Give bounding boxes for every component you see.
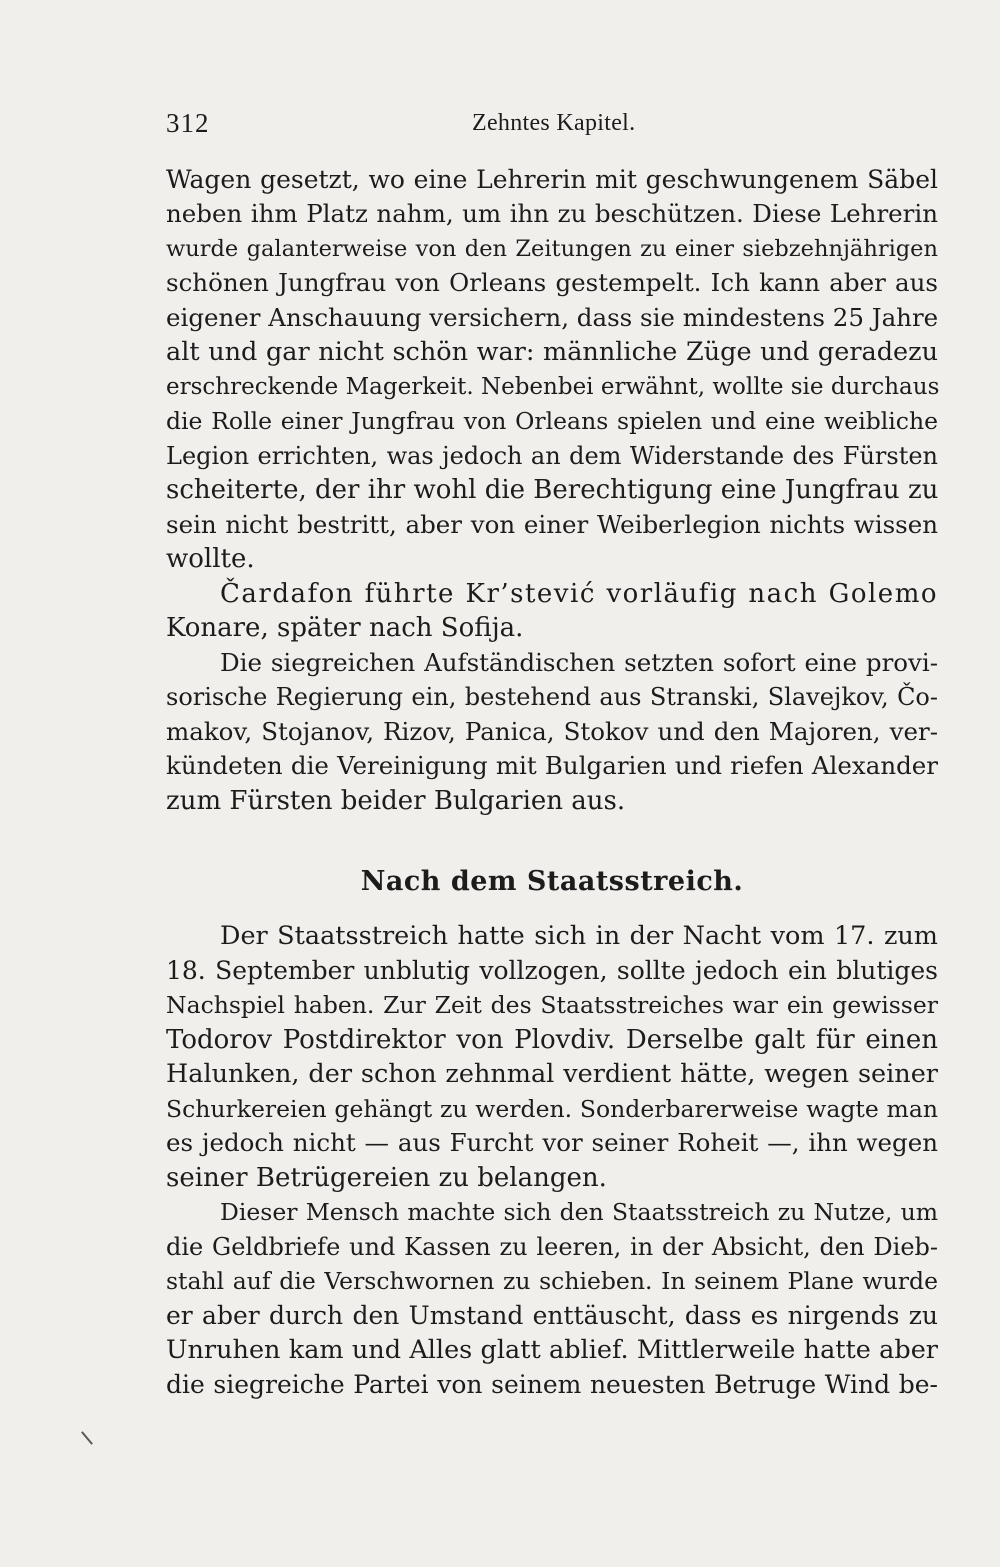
- text-line: alt und gar nicht schön war: männliche Züge und geradezu: [166, 337, 938, 367]
- text-line: stahl auf die Verschwornen zu schieben. In seinem Plane wurde: [166, 1267, 938, 1295]
- text-line: er aber durch den Umstand enttäuscht, dass es nirgends zu: [166, 1301, 938, 1330]
- text-line: wurde galanterweise von den Zeitungen zu einer siebzehnjährigen: [166, 236, 938, 262]
- text-line: Legion errichten, was jedoch an dem Widerstande des Fürsten: [166, 442, 938, 470]
- text-line: Die siegreichen Aufständischen setzten sofort eine provi-: [220, 648, 938, 677]
- text-line: zum Fürsten beider Bulgarien aus.: [166, 786, 626, 816]
- text-line: Dieser Mensch machte sich den Staatsstreich zu Nutze, um: [220, 1198, 938, 1226]
- text-line: Todorov Postdirektor von Plovdiv. Derselbe galt für einen: [166, 1025, 938, 1055]
- text-line: Konare, später nach Sofija.: [166, 613, 524, 643]
- text-line: 18. September unblutig vollzogen, sollte jedoch ein blutiges: [166, 956, 938, 985]
- running-head: [166, 108, 938, 144]
- text-line: Der Staatsstreich hatte sich in der Nacht vom 17. zum: [220, 921, 938, 951]
- text-line: es jedoch nicht — aus Furcht vor seiner Roheit —, ihn wegen: [166, 1128, 938, 1157]
- text-line: kündeten die Vereinigung mit Bulgarien und riefen Alexander: [166, 751, 938, 780]
- page-number: 312: [166, 108, 210, 138]
- text-line: sorische Regierung ein, bestehend aus Stranski, Slavejkov, Čo-: [166, 683, 938, 711]
- text-line: seiner Betrügereien zu belangen.: [166, 1163, 607, 1193]
- text-line: eigener Anschauung versichern, dass sie mindestens 25 Jahre: [166, 303, 939, 332]
- text-line: die siegreiche Partei von seinem neuesten Betruge Wind be-: [166, 1370, 938, 1399]
- text-line: schönen Jungfrau von Orleans gestempelt. Ich kann aber aus: [166, 268, 938, 297]
- text-line: die Geldbriefe und Kassen zu leeren, in der Absicht, den Dieb-: [166, 1233, 938, 1261]
- text-line: wollte.: [166, 544, 255, 574]
- text-line: Halunken, der schon zehnmal verdient hätte, wegen seiner: [166, 1059, 938, 1089]
- text-line: sein nicht bestritt, aber von einer Weiberlegion nichts wissen: [166, 510, 938, 539]
- text-line: scheiterte, der ihr wohl die Berechtigung eine Jungfrau zu: [166, 475, 939, 505]
- text-line: makov, Stojanov, Rizov, Panica, Stokov und den Majoren, ver-: [166, 717, 938, 746]
- text-line: erschreckende Magerkeit. Nebenbei erwähnt, wollte sie durchaus: [166, 374, 940, 400]
- text-line: die Rolle einer Jungfrau von Orleans spielen und eine weibliche: [166, 407, 938, 435]
- text-line: Schurkereien gehängt zu werden. Sonderbarerweise wagte man: [166, 1095, 938, 1123]
- chapter-title: Zehntes Kapitel.: [472, 110, 636, 136]
- text-line: Nachspiel haben. Zur Zeit des Staatsstreiches war ein gewisser: [166, 991, 938, 1019]
- text-line: Čardafon führte Kr’stević vorläufig nach Golemo: [220, 579, 938, 609]
- stray-pen-mark: [81, 1431, 93, 1445]
- text-line: Unruhen kam und Alles glatt ablief. Mittlerweile hatte aber: [166, 1335, 938, 1365]
- section-heading: Nach dem Staatsstreich.: [360, 866, 744, 897]
- text-line: neben ihm Platz nahm, um ihn zu beschützen. Diese Lehrerin: [166, 199, 938, 228]
- text-line: Wagen gesetzt, wo eine Lehrerin mit geschwungenem Säbel: [166, 165, 938, 194]
